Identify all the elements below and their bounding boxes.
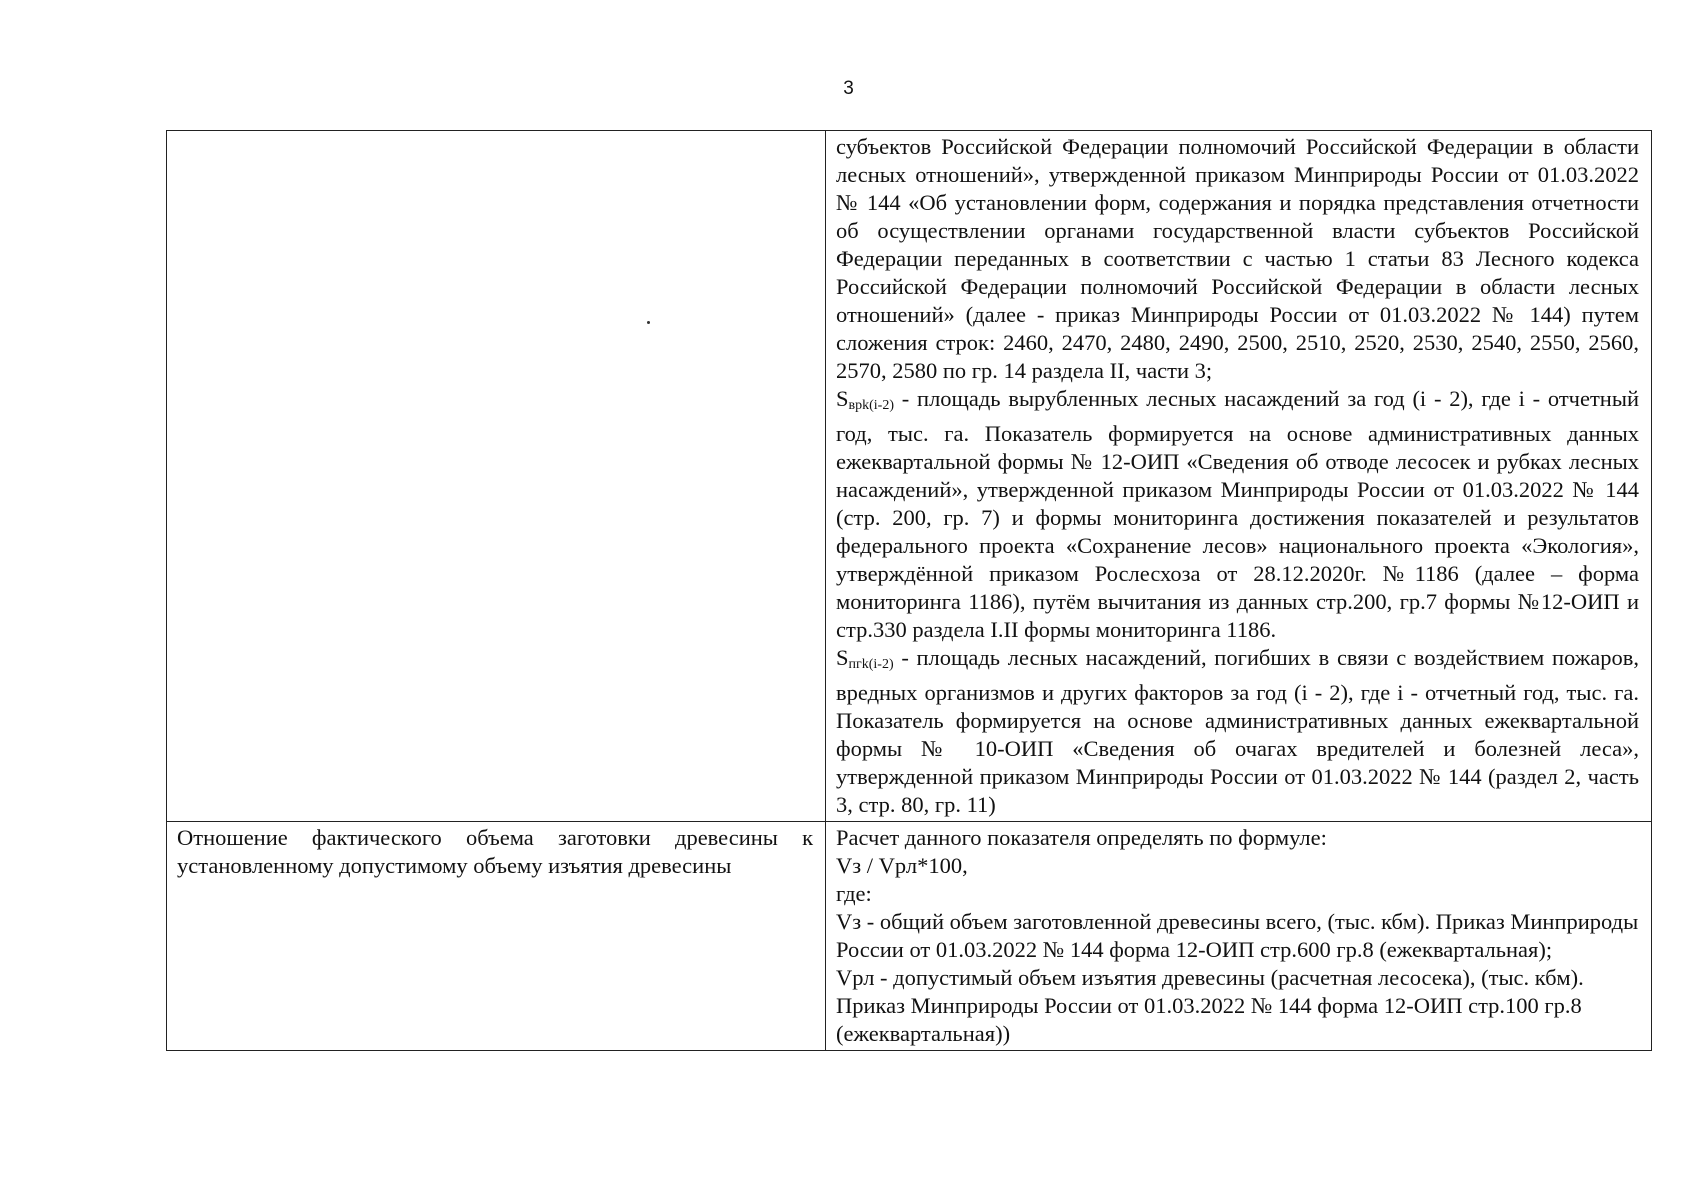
method-paragraph	[836, 385, 1639, 644]
table-row	[167, 822, 1652, 1051]
calculation-method-cell	[826, 822, 1652, 1051]
variable-subscript: пгk(i-2)	[848, 657, 894, 672]
variable-definition: - площадь лесных насаждений, погибших в связи с воздействием пожаров, вредных организмов и других факторов за год (i - 2), где i - отчетный год, тыс. га. Показатель формируется на основе административных данных ежеквартальной формы № 10-ОИП «Сведения об очагах вредителей и болезней леса», утвержденной приказом Минприроды России от 01.03.2022 № 144 (раздел 2, часть 3, стр. 80, гр. 11)	[836, 645, 1639, 817]
method-line: Расчет данного показателя определять по формуле:	[836, 825, 1327, 850]
variable-subscript: врk(i-2)	[848, 398, 895, 413]
variable-definition: - площадь вырубленных лесных насаждений за год (i - 2), где i - отчетный год, тыс. га. Показатель формируется на основе административных данных ежеквартальной формы № 12-ОИП «Сведения об отводе лесосек и рубках лесных насаждений», утвержденной приказом Минприроды России от 01.03.2022 № 144 (стр. 200, гр. 7) и формы мониторинга достижения показателей и результатов федерального проекта «Сохранение лесов» национального проекта «Экология», утверждённой приказом Рослесхоза от 28.12.2020г. №1186 (далее – форма мониторинга 1186), путём вычитания из данных стр.200, гр.7 формы №12-ОИП и стр.330 раздела I.II формы мониторинга 1186.	[836, 386, 1639, 642]
variable-symbol: S	[836, 386, 849, 411]
indicator-name: Отношение фактического объема заготовки древесины к установленному допустимому объему изъятия древесины	[177, 825, 813, 878]
method-line: где:	[836, 881, 872, 906]
indicator-table	[166, 130, 1652, 1051]
table-row	[167, 131, 1652, 822]
method-paragraph: субъектов Российской Федерации полномочий Российской Федерации в области лесных отношений», утвержденной приказом Минприроды России от 01.03.2022 № 144 «Об установлении форм, содержания и порядка представления отчетности об осуществлении органами государственной власти субъектов Российской Федерации переданных в соответствии с частью 1 статьи 83 Лесного кодекса Российской Федерации полномочий Российской Федерации в области лесных отношений» (далее - приказ Минприроды России от 01.03.2022 № 144) путем сложения строк: 2460, 2470, 2480, 2490, 2500, 2510, 2520, 2530, 2540, 2550, 2560, 2570, 2580 по гр. 14 раздела II, части 3;	[836, 134, 1639, 383]
indicator-name-cell	[167, 822, 826, 1051]
indicator-name-cell	[167, 131, 826, 822]
method-paragraph	[836, 644, 1639, 819]
formula: Vз / Vрл*100,	[836, 853, 968, 878]
variable-symbol: S	[836, 645, 849, 670]
calculation-method-cell	[826, 131, 1652, 822]
variable-definition: Vрл - допустимый объем изъятия древесины (расчетная лесосека), (тыс. кбм). Приказ Минприроды России от 01.03.2022 № 144 форма 12-ОИП стр.100 гр.8 (ежеквартальная))	[836, 965, 1584, 1046]
scan-speck	[647, 321, 650, 324]
page-number: 3	[843, 78, 854, 99]
variable-definition: Vз - общий объем заготовленной древесины всего, (тыс. кбм). Приказ Минприроды России от 01.03.2022 № 144 форма 12-ОИП стр.600 гр.8 (ежеквартальная);	[836, 909, 1639, 962]
